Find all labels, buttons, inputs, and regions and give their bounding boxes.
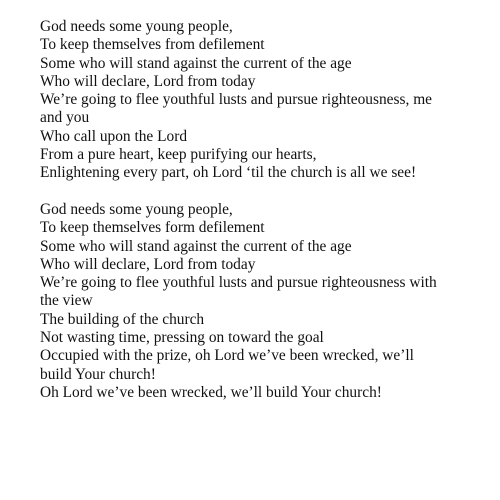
lyrics-text (40, 18, 480, 402)
lyric-line: Who will declare, Lord from today (40, 255, 256, 273)
lyric-line: Who will declare, Lord from today (40, 72, 256, 90)
lyric-line: Some who will stand against the current of the age (40, 237, 352, 255)
lyric-line: From a pure heart, keep purifying our hearts, (40, 146, 317, 164)
lyric-line: Oh Lord we’ve been wrecked, we’ll build Your church! (40, 383, 382, 401)
lyric-line: Not wasting time, pressing on toward the goal (40, 329, 324, 347)
lyric-line: We’re going to flee youthful lusts and pursue righteousness with (40, 274, 437, 292)
stanza-spacer (40, 183, 480, 201)
lyric-line: Who call upon the Lord (40, 127, 188, 145)
lyric-line: God needs some young people, (40, 200, 233, 218)
lyric-line: the view (40, 292, 93, 310)
lyric-line: We’re going to flee youthful lusts and pursue righteousness, me (40, 91, 432, 109)
lyric-line: The building of the church (40, 310, 205, 328)
lyric-line: Occupied with the prize, oh Lord we’ve been wrecked, we’ll (40, 347, 414, 365)
lyric-line: Some who will stand against the current of the age (40, 54, 352, 72)
lyric-line: and you (40, 109, 90, 127)
lyric-line: God needs some young people, (40, 18, 233, 35)
lyric-line: To keep themselves from defilement (40, 36, 265, 54)
lyric-line: To keep themselves form defilement (40, 219, 265, 237)
stanza-2 (40, 201, 480, 402)
lyric-line: Enlightening every part, oh Lord ‘til the church is all we see! (40, 164, 417, 182)
stanza-1 (40, 18, 480, 183)
lyric-line: build Your church! (40, 365, 156, 383)
